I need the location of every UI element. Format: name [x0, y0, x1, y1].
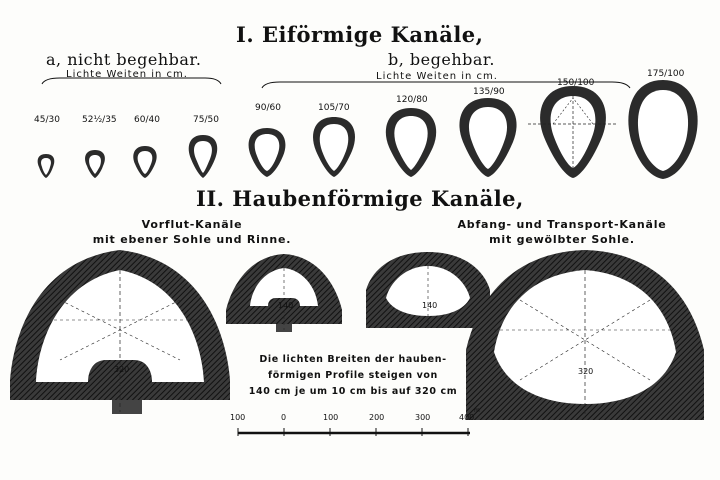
right-caption-line1: Abfang- und Transport-Kanäle [457, 218, 667, 231]
right-caption-line2: mit gewölbter Sohle. [489, 232, 635, 246]
egg-profile-150-100 [528, 86, 618, 178]
egg-profile-105-70 [313, 117, 355, 177]
note-line2: förmigen Profile steigen von [268, 370, 438, 382]
size-label: 120/80 [396, 95, 428, 105]
group-b-subtitle: Lichte Weiten in cm. [376, 71, 498, 82]
size-label: 105/70 [318, 103, 350, 113]
dimension-label: 140 [278, 301, 294, 310]
hood-profile-small-left [226, 254, 342, 332]
egg-profile-60-40 [133, 146, 156, 178]
left-caption [82, 218, 302, 248]
egg-profile-45-30 [38, 154, 55, 178]
scale-tick-label: 400 [459, 413, 475, 422]
size-label: 45/30 [34, 115, 60, 125]
egg-profile-75-50 [189, 135, 218, 178]
scale-bar [238, 428, 470, 436]
hood-profile-large-right [466, 250, 704, 420]
size-label: 60/40 [134, 115, 160, 125]
scale-tick-label: 200 [369, 413, 385, 422]
left-caption-line1: Vorflut-Kanäle [141, 218, 243, 231]
size-label: 175/100 [647, 69, 685, 79]
scale-tick-label: 0 [281, 413, 287, 422]
scale-tick-label: 300 [415, 413, 431, 422]
group-b-title: b, begehbar. [388, 50, 495, 69]
size-label: 90/60 [255, 103, 281, 113]
dimension-label: 140 [422, 301, 438, 310]
profile-note [248, 352, 458, 400]
egg-profile-175-100 [628, 80, 697, 179]
group-a-subtitle: Lichte Weiten in cm. [66, 69, 188, 80]
dimension-label: 320 [578, 367, 594, 376]
scale-tick-label: 100 [230, 413, 246, 422]
right-caption [412, 218, 712, 248]
group-a-title: a, nicht begehbar. [46, 50, 202, 69]
egg-profile-120-80 [386, 108, 436, 177]
egg-profile-52-35 [85, 150, 105, 178]
note-line3: 140 cm je um 10 cm bis auf 320 cm [248, 386, 458, 398]
scale-tick-label: 100 [323, 413, 339, 422]
size-label: 75/50 [193, 115, 219, 125]
hood-profile-small-right [366, 252, 490, 328]
egg-profile-135-90 [459, 98, 516, 177]
note-line1: Die lichten Breiten der hauben- [259, 354, 447, 365]
scale-unit: m [474, 407, 480, 414]
size-label: 52½/35 [82, 115, 117, 125]
dimension-label: 320 [114, 365, 130, 374]
size-label: 150/100 [557, 78, 595, 88]
size-label: 135/90 [473, 87, 505, 97]
heading-hood-shaped: II. Haubenförmige Kanäle, [196, 186, 524, 211]
left-caption-line2: mit ebener Sohle und Rinne. [92, 232, 292, 246]
heading-egg-shaped: I. Eiförmige Kanäle, [236, 22, 484, 47]
hood-profile-large-left [10, 250, 230, 414]
egg-profile-90-60 [249, 128, 286, 177]
